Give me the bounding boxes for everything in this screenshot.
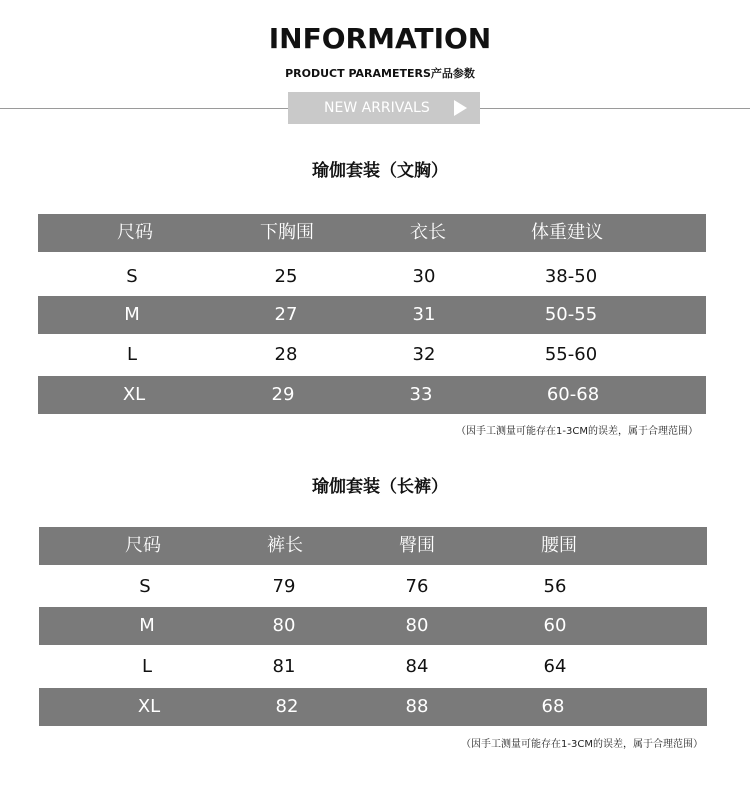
page-title: INFORMATION xyxy=(268,22,492,55)
table-header-row xyxy=(38,214,706,252)
table2-title: 瑜伽套装（长裤） xyxy=(312,477,448,497)
table-cell: 25 xyxy=(274,266,298,287)
table-cell: 80 xyxy=(405,615,429,636)
table-cell: 55-60 xyxy=(544,344,598,365)
header-cell: 腰围 xyxy=(541,535,577,556)
size-table-pants xyxy=(39,527,707,726)
table-cell: M xyxy=(139,615,155,636)
table-cell: S xyxy=(139,576,151,597)
table-cell: S xyxy=(126,266,138,287)
header-cell: 下胸围 xyxy=(260,222,314,243)
measurement-note: （因手工测量可能存在1-3CM的误差，属于合理范围） xyxy=(461,739,703,750)
table-cell: 80 xyxy=(272,615,296,636)
table-cell: L xyxy=(141,656,153,677)
header-cell: 衣长 xyxy=(410,222,446,243)
table-row xyxy=(39,568,707,606)
table-cell: 60-68 xyxy=(546,384,600,405)
new-arrivals-banner[interactable] xyxy=(288,92,480,124)
table-header-row xyxy=(39,527,707,565)
header-cell: 裤长 xyxy=(267,535,303,556)
header-cell: 尺码 xyxy=(125,535,161,556)
table-cell: 50-55 xyxy=(544,304,598,325)
table-cell: 27 xyxy=(274,304,298,325)
table-row xyxy=(38,376,706,414)
play-triangle-icon xyxy=(454,100,467,116)
table-row xyxy=(39,648,707,686)
table-cell: M xyxy=(124,304,140,325)
table-row xyxy=(38,296,706,334)
table-row xyxy=(38,336,706,374)
table-cell: 64 xyxy=(543,656,567,677)
size-table-bra xyxy=(38,214,706,414)
table-cell: 79 xyxy=(272,576,296,597)
table-cell: 60 xyxy=(543,615,567,636)
table-row xyxy=(39,607,707,645)
table-row xyxy=(38,258,706,296)
header-cell: 臀围 xyxy=(399,535,435,556)
banner-label: NEW ARRIVALS xyxy=(324,100,430,116)
table-cell: XL xyxy=(122,384,146,405)
table-cell: 88 xyxy=(405,696,429,717)
table-cell: 38-50 xyxy=(544,266,598,287)
table-cell: 84 xyxy=(405,656,429,677)
header-cell: 尺码 xyxy=(117,222,153,243)
table-cell: XL xyxy=(137,696,161,717)
table1-title: 瑜伽套装（文胸） xyxy=(312,161,448,181)
table-cell: 30 xyxy=(412,266,436,287)
table-cell: 76 xyxy=(405,576,429,597)
table-row xyxy=(39,688,707,726)
table-cell: 32 xyxy=(412,344,436,365)
table-cell: 28 xyxy=(274,344,298,365)
table-cell: 56 xyxy=(543,576,567,597)
table-cell: L xyxy=(126,344,138,365)
page-subtitle: PRODUCT PARAMETERS产品参数 xyxy=(285,67,475,80)
table-cell: 68 xyxy=(541,696,565,717)
table-cell: 29 xyxy=(271,384,295,405)
table-cell: 82 xyxy=(275,696,299,717)
measurement-note: （因手工测量可能存在1-3CM的误差，属于合理范围） xyxy=(456,426,698,437)
table-cell: 81 xyxy=(272,656,296,677)
table-cell: 31 xyxy=(412,304,436,325)
header-cell: 体重建议 xyxy=(531,222,603,243)
table-cell: 33 xyxy=(409,384,433,405)
